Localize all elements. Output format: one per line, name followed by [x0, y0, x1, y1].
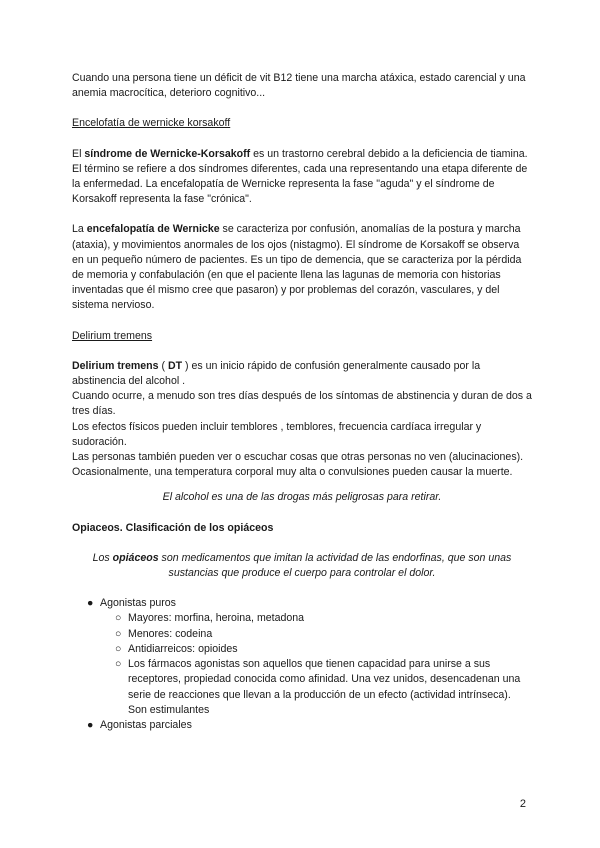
opiaceos-list: [72, 596, 532, 733]
intro-paragraph: Cuando una persona tiene un déficit de vit B12 tiene una marcha atáxica, estado carencial y una anemia macrocítica, deterioro cognitivo...: [72, 72, 526, 100]
list-item: [72, 718, 532, 733]
list-item-text: Mayores: morfina, heroina, metadona: [128, 612, 305, 625]
heading-text: Opiaceos. Clasificación de los opiáceos: [72, 521, 274, 534]
circle-bullet-icon: ○: [115, 612, 122, 625]
list-item: [72, 596, 532, 611]
section-heading-opiaceos: [72, 521, 532, 536]
text: es un trastorno cerebral debido a la deficiencia de tiamina. El término se refiere a dos síndromes diferentes, cada una representando una etapa diferente de la enfermedad. La encefalopatía de Wernicke representa la fase "aguda" y el síndrome de Korsakoff representa la fase "crónica".: [72, 147, 528, 206]
paragraph-delirium-definition: [72, 359, 532, 389]
quote-alcohol: El alcohol es una de las drogas más peligrosas para retirar.: [162, 491, 442, 504]
text: Los: [92, 551, 113, 564]
sub-list-item: [72, 627, 532, 642]
sub-list-item: [72, 611, 532, 626]
list-item-text: Los fármacos agonistas son aquellos que tienen capacidad para unirse a sus receptores, propiedad conocida como afinidad. Una vez unidos, desencadenan una serie de reacciones que llevan a la producción de un efecto (actividad intrínseca). Son estimulantes: [128, 658, 521, 716]
sub-list-item: [72, 657, 532, 718]
term: síndrome de Wernicke-Korsakoff: [84, 147, 251, 160]
bullet-icon: ●: [87, 597, 94, 610]
paragraph-delirium-effects: Los efectos físicos pueden incluir temblores , temblores, frecuencia cardíaca irregular y sudoración.: [72, 420, 482, 448]
paragraph-delirium-onset: Cuando ocurre, a menudo son tres días después de los síntomas de abstinencia y duran de dos a tres días.: [72, 390, 532, 418]
term: Delirium tremens: [72, 359, 159, 372]
bullet-icon: ●: [87, 718, 94, 731]
page-number: 2: [519, 798, 526, 810]
term: encefalopatía de Wernicke: [86, 223, 220, 236]
text: (: [158, 359, 168, 372]
text: son medicamentos que imitan la actividad de las endorfinas, que son unas sustancias que produce el cuerpo para controlar el dolor.: [158, 551, 512, 580]
section-heading-wernicke: Encelofatía de wernicke korsakoff: [72, 117, 231, 130]
list-item-text: Agonistas parciales: [100, 718, 192, 731]
paragraph-delirium-death: Ocasionalmente, una temperatura corporal muy alta o convulsiones pueden causar la muerte.: [72, 466, 513, 479]
list-item-text: Menores: codeina: [128, 627, 213, 640]
text: se caracteriza por confusión, anomalías de la postura y marcha (ataxia), y movimientos anormales de los ojos (nistagmo). El síndrome de Korsakoff se observa en un pequeño número de pacientes. Es un tipo de demencia, que se caracteriza por la pérdida de memoria y confabulación (en que el paciente llena las lagunas de memoria con historias inventadas que él mismo cree que pasaron) y por problemas del corazón, vasculares, y del sistema nervioso.: [72, 223, 522, 312]
sub-list-item: [72, 642, 532, 657]
text: La: [72, 223, 87, 236]
text: ) es un inicio rápido de confusión generalmente causado por la abstinencia del alcohol .: [72, 359, 481, 388]
circle-bullet-icon: ○: [115, 642, 122, 655]
text: El: [72, 147, 85, 160]
list-item-text: Antidiarreicos: opioides: [128, 642, 238, 655]
paragraph-wernicke-korsakoff: [72, 147, 532, 208]
term: opiáceos: [112, 551, 159, 564]
section-heading-delirium: Delirium tremens: [72, 329, 153, 342]
circle-bullet-icon: ○: [115, 627, 122, 640]
paragraph-encefalopatia: [72, 222, 532, 313]
document-page: [72, 71, 532, 733]
paragraph-delirium-hallucinations: Las personas también pueden ver o escuchar cosas que otras personas no ven (alucinaciones).: [72, 451, 524, 464]
circle-bullet-icon: ○: [115, 658, 122, 671]
term: DT: [167, 359, 183, 372]
definition-opiaceos: [72, 551, 532, 581]
list-item-text: Agonistas puros: [100, 597, 176, 610]
